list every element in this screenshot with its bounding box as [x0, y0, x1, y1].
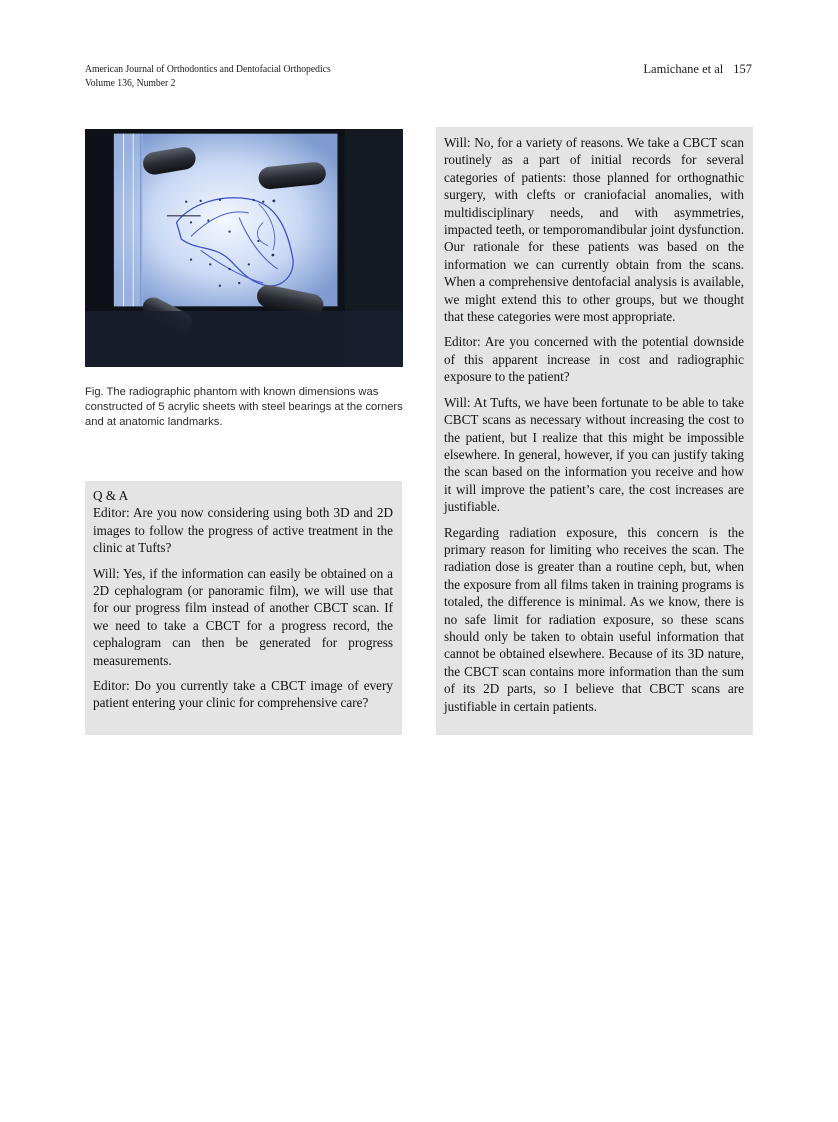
running-header-page [643, 62, 752, 77]
journal-volume: Volume 136, Number 2 [85, 78, 176, 89]
qa-sidebar-right [436, 127, 753, 735]
figure-image [85, 129, 403, 367]
qa-sidebar-left [85, 481, 402, 735]
running-header-journal [85, 63, 331, 91]
qa-heading: Q & A [93, 488, 129, 503]
qa-paragraph: Will: Yes, if the information can easily be obtained on a 2D cephalogram (or panoramic film), we will use that for our progress film instead of another CBCT scan. If we need to take a CBCT for a progress record, the cephalogram can then be generated for progress measurements. [93, 565, 393, 668]
qa-paragraph: Editor: Are you concerned with the potential downside of this apparent increase in cost and radiographic exposure to the patient? [444, 334, 744, 385]
qa-paragraph: Will: At Tufts, we have been fortunate to be able to take CBCT scans as necessary without increasing the cost to the patient, but I realize that this might be impossible elsewhere. In general, however, if you can justify taking the scan based on the information you receive and how it will improve the patient’s care, the cost increases are justifiable. [444, 394, 744, 515]
qa-paragraph: Editor: Are you now considering using both 3D and 2D images to follow the progress of active treatment in the clinic at Tufts? [93, 505, 393, 556]
page-number: 157 [733, 62, 752, 76]
figure-caption: Fig. The radiographic phantom with known dimensions was constructed of 5 acrylic sheets with steel bearings at the corners and at anatomic landmarks. [85, 386, 403, 428]
authors: Lamichane et al [643, 62, 724, 76]
qa-paragraph: Will: No, for a variety of reasons. We take a CBCT scan routinely as a part of initial records for several categories of patients: those planned for orthognathic surgery, with clefts or craniofacial anomalies, with multidisciplinary needs, and with asymmetries, impacted teeth, or temporomandibular joint dysfunction. Our rationale for these patients was based on the information we can currently obtain from the scans. When a comprehensive dentofacial analysis is available, we might extend this to other groups, but we thought that these categories were most appropriate. [444, 135, 744, 325]
qa-paragraph: Regarding radiation exposure, this concern is the primary reason for limiting who receives the scan. The radiation dose is greater than a routine ceph, but, when the exposure from all films taken in training programs is totaled, the difference is minimal. As we know, there is no safe limit for radiation exposure, so these scans should only be taken to obtain useful information that cannot be obtained elsewhere. Because of its 3D nature, the CBCT scan contains more information than the sum of its 2D parts, so I believe that CBCT scans are justifiable in certain patients. [444, 524, 744, 714]
radiographic-phantom-image [85, 129, 403, 367]
qa-paragraph: Editor: Do you currently take a CBCT image of every patient entering your clinic for comprehensive care? [93, 678, 393, 711]
journal-title: American Journal of Orthodontics and Dentofacial Orthopedics [85, 64, 331, 75]
